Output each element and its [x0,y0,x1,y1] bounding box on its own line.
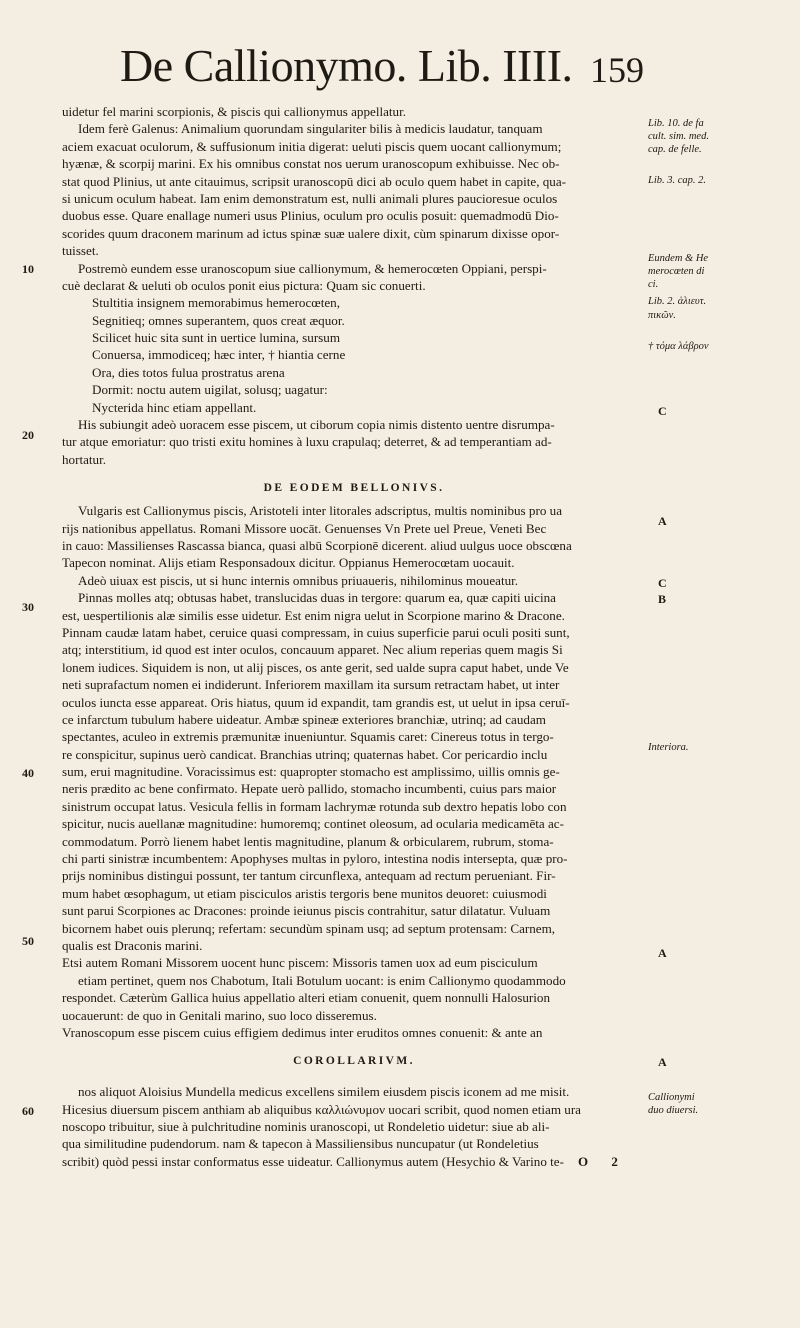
text-line: aciem exacuat oculorum, & suffusionum initia digerat: ueluti piscis quem uocant callionymum; [62,138,562,154]
margin-letter: B [658,592,667,606]
verse-line: Dormit: noctu autem uigilat, solusq; uagatur: [92,382,328,398]
text-line: sunt parui Scorpiones ac Dracones: proinde ieiunus piscis contrahitur, satur dilatatur. Vuluam [62,903,551,919]
text-line: cuè declarat & ueluti ob oculos ponit eius pictura: Quam sic conuerti. [62,277,426,293]
margin-note: † τόμα λάβρον [648,341,709,352]
text-line: prijs nominibus distingui possunt, ter tantum circunflexa, antequam ad rectum perueniant. Fir- [62,868,556,884]
line-number: 20 [22,428,34,442]
text-line: spectantes, aculeo in extremis præmunitæ inueniuntur. Squamis caret: Cinereus totus in tergo- [62,729,554,745]
margin-letter: A [658,514,667,528]
verse-line: Scilicet huic sita sunt in uertice lumina, sursum [92,330,341,346]
text-line: lonem iudices. Siquidem is non, ut alij pisces, os ante gerit, sed ualde supra caput habet, unde Ve [62,659,569,675]
verse-line: Nycterida hinc etiam appellant. [92,399,257,415]
text-line: Idem ferè Galenus: Animalium quorundam singulariter bilis à medicis laudatur, tanquam [78,121,543,137]
text-line: est, uespertilionis alæ similis esse uidetur. Est enim nigra uelut in Scorpione marino & Dracone. [62,607,565,623]
text-line: ce infarctum tubulum habere uideatur. Ambæ spineæ exteriores branchiæ, utrinq; ad caudam [62,711,546,727]
text-line: Pinnas molles atq; obtusas habet, translucidas duas in tergore: quarum ea, quæ capiti uicina [78,590,556,606]
page-number: 159 [590,50,644,90]
text-line: nos aliquot Aloisius Mundella medicus excellens similem eiusdem piscis iconem ad me misit. [78,1084,570,1100]
text-line: si unicum oculum habeat. Iam enim demonstratum est, nulli animali plures paucioresue oculos [62,190,558,206]
spacer [62,1075,646,1083]
text-line: bicornem habet ouis plerunq; refertam: secundùm spinam usq; ad septum protensam: Carnem, [62,920,556,936]
line-number: 50 [22,934,34,948]
text-line: etiam pertinet, quem nos Chabotum, Itali Botulum uocant: is enim Callionymo quodammodo [78,972,566,988]
text-line: hyænæ, & scorpij marini. Ex his omnibus constat nos uerum uranoscopum exhibuisse. Nec ob- [62,156,560,172]
text-line: rijs nationibus appellatus. Romani Missore uocāt. Genuenses Vn Prete uel Preue, Veneti Bec [62,520,547,536]
signature-mark: O 2 [578,1154,628,1169]
running-head [120,38,660,100]
text-line: oculos iuncta esse appareat. Oris hiatus, quum id expandit, tam grandis est, ut uelut in ipsa ceruī- [62,694,570,710]
text-line: atq; interstitium, id quod est inter oculos, concauum apparet. Nec alium reperias quem magis Si [62,642,563,658]
main-text [62,103,646,1188]
margin-note: cap. de felle. [648,144,702,155]
page-title: De Callionymo. Lib. IIII. [120,40,573,91]
margin-note: duo diuersi. [648,1105,699,1116]
section-heading-corollarium: COROLLARIVM. [293,1055,415,1068]
line-number: 60 [22,1104,34,1118]
text-line: uocauerunt: de quo in Genitali marino, suo loco disseremus. [62,1007,377,1023]
line-number: 40 [22,766,34,780]
margin-note: πικῶν. [648,310,676,321]
text-line: Adeò uiuax est piscis, ut si hunc internis omnibus priuaueris, nihilominus moueatur. [78,572,519,588]
margin-letter: C [658,404,667,418]
text-line: in cauo: Massilienses Rascassa bianca, quasi albū Scorpionē dicerent. aliud uulgus uoce obscœna [62,537,572,553]
margin-note: Lib. 10. de fa [648,118,704,129]
text-line: Vulgaris est Callionymus piscis, Aristoteli inter litorales adscriptus, multis nominibus pro ua [78,503,563,519]
margin-letter: A [658,1055,667,1069]
text-line: scribit) quòd pessi instar conformatus esse uideatur. Callionymus autem (Hesychio & Varino te- [62,1153,564,1169]
margin-note: ci. [648,279,659,290]
margin-letter: A [658,946,667,960]
text-line: His subiungit adeò uoracem esse piscem, ut ciborum copia nimis distento uentre disrumpa- [78,417,555,433]
margin-note: Interiora. [648,742,689,753]
text-line: tuisset. [62,243,99,259]
text-line: neris prædito ac bene confirmato. Hepate uerò pallido, stomacho incumbenti, cuius pars maior [62,781,557,797]
text-line: Hicesius diuersum piscem anthiam ab aliquibus καλλιώνυμον uocari scribit, quod nomen etiam ura [62,1101,581,1117]
margin-note: cult. sim. med. [648,131,709,142]
text-line: scorides quum draconem marinum ad ictus spinæ suæ ualere dixit, cùm spinarum dixisse opor- [62,225,560,241]
text-line: Vranoscopum esse piscem cuius effigiem dedimus inter eruditos omnes conuenit: & ante an [62,1024,543,1040]
margin-letter: C [658,576,667,590]
text-line: neti suprafactum nomen ei indiderunt. Inferiorem maxillam ita sursum retractam habet, ut inter [62,677,560,693]
text-line: qualis est Draconis marini. [62,937,203,953]
text-line: tur atque emoriatur: quo tristi exitu homines à luxu crapulaq; deterret, & ad temperantiam ad- [62,434,552,450]
text-line: sinistrum occupat latus. Vesicula fellis in formam lachrymæ rotunda sub dextro hepatis lobo con [62,798,567,814]
text-line: qua similitudine pudendorum. nam & tapecon à Massiliensibus nuncupatur (ut Rondeletius [62,1136,539,1152]
text-line: Tapecon nominat. Alijs etiam Responsadoux dicitur. Oppianus Hemerocœtam uocauit. [62,555,515,571]
text-line: mum habet œsophagum, ut etiam pisciculos aristis tergoris bene munitos deuoret: cuiusmodi [62,885,547,901]
text-line: commodatum. Porrò lienem habet lentis magnitudine, planum & orbicularem, rubrum, stoma- [62,833,554,849]
text-line: stat quod Plinius, ut ante citauimus, scripsit uranoscopū dici ab oculo quem habet in capite, qua- [62,173,567,189]
verse-line: Segnitieq; omnes superantem, quos creat æquor. [92,312,345,328]
text-line: uidetur fel marini scorpionis, & piscis qui callionymus appellatur. [62,104,407,119]
text-line: hortatur. [62,451,106,467]
margin-note: merocœten di [648,266,705,277]
text-line: duobus esse. Quare enallage numeri usus Plinius, oculum pro oculis posuit: quemadmodū Dio- [62,208,559,224]
verse-line: Conuersa, immodiceq; hæc inter, † hiantia cerne [92,347,346,363]
verse-line: Ora, dies totos fulua prostratus arena [92,364,285,380]
text-line: Etsi autem Romani Missorem uocent hunc piscem: Missoris tamen uox ad eum pisciculum [62,955,538,971]
text-line: respondet. Cæterùm Gallica huius appellatio alteri etiam conuenit, quem nonnulli Halosurion [62,990,550,1006]
text-line: Pinnam caudæ latam habet, ceruice quasi compressam, in cuius superficie parui oculi positi sunt, [62,624,570,640]
text-line: sum, erui magnitudine. Voracissimus est: quapropter stomacho est amplissimo, uillis omnis ge- [62,764,560,780]
margin-note: Callionymi [648,1092,695,1103]
line-number: 10 [22,262,34,276]
line-number: 30 [22,600,34,614]
margin-note: Eundem & He [648,253,709,264]
text-line: Postremò eundem esse uranoscopum siue callionymum, & hemerocœten Oppiani, perspi- [78,260,547,276]
section-heading-bellonius: DE EODEM BELLONIVS. [263,482,445,495]
margin-note: Lib. 2. ἁλιευτ. [648,296,707,307]
text-line: spicitur, nucis auellanæ magnitudine: humoremq; continet oleosum, ad ocularia medicamēta ac- [62,816,564,832]
verse-line: Stultitia insignem memorabimus hemerocœten, [92,295,341,311]
text-line: noscopo tribuitur, siue à pulchritudine nominis uranoscopi, ut Rondeletio uidetur: siue ab ali- [62,1119,550,1135]
text-line: re conspicitur, supinus uerò candicat. Branchias utrinq; quaternas habet. Cor pericardio inclu [62,746,548,762]
text-line [62,1170,646,1187]
text-line: chi parti sinistræ incumbentem: Apophyses multas in pyloro, intestina nodis intersepta, quæ pro- [62,851,568,867]
margin-note: Lib. 3. cap. 2. [648,175,707,186]
